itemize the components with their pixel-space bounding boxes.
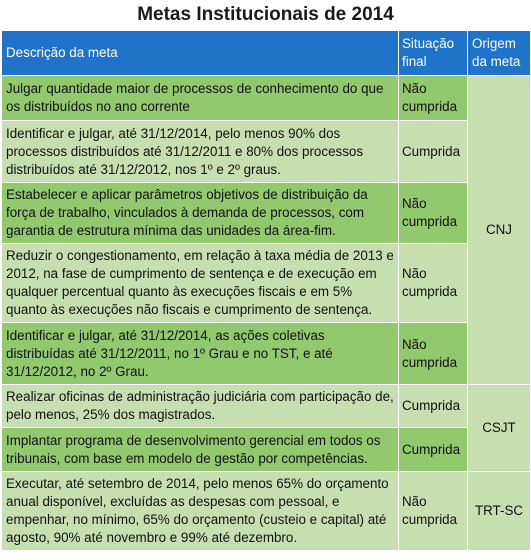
goal-status: Não cumprida <box>399 472 468 551</box>
table-row <box>2 244 531 323</box>
table-row <box>2 385 531 428</box>
goal-origin: TRT-SC <box>468 472 531 551</box>
table-row <box>2 183 531 244</box>
goal-status: Cumprida <box>399 121 468 183</box>
goal-description: Reduzir o congestionamento, em relação à taxa média de 2013 e 2012, na fase de cumprimento de sentença e de execução em qualquer percentual quanto às execuções fiscais e em 5% quanto às execuções não fiscais e cumprimento de sentença. <box>2 244 399 323</box>
goal-status: Não cumprida <box>399 76 468 121</box>
goal-status: Cumprida <box>399 385 468 428</box>
header-row <box>2 31 531 76</box>
header-origin: Origem da meta <box>468 31 531 76</box>
goal-status: Não cumprida <box>399 244 468 323</box>
goals-table <box>1 30 531 551</box>
table-row <box>2 472 531 551</box>
goal-status: Cumprida <box>399 428 468 472</box>
goal-description: Implantar programa de desenvolvimento gerencial em todos os tribunais, com base em modelo de gestão por competências. <box>2 428 399 472</box>
goal-description: Executar, até setembro de 2014, pelo menos 65% do orçamento anual disponível, excluídas as despesas com pessoal, e empenhar, no mínimo, 65% do orçamento (custeio e capital) até agosto, 90% até novembro e 99% até dezembro. <box>2 472 399 551</box>
table-row <box>2 76 531 121</box>
table-title: Metas Institucionais de 2014 <box>137 4 394 25</box>
goal-description: Estabelecer e aplicar parâmetros objetivos de distribuição da força de trabalho, vinculados à demanda de processos, com garantia de estrutura mínima das unidades da área-fim. <box>2 183 399 244</box>
goal-status: Não cumprida <box>399 323 468 385</box>
goal-description: Julgar quantidade maior de processos de conhecimento do que os distribuídos no ano corrente <box>2 76 399 121</box>
header-description: Descrição da meta <box>2 31 399 76</box>
goal-origin: CNJ <box>468 76 531 385</box>
goal-origin: CSJT <box>468 385 531 472</box>
goal-description: Identificar e julgar, até 31/12/2014, as ações coletivas distribuídas até 31/12/2011, no 1º Grau e no TST, e até 31/12/2012, no 2º Grau. <box>2 323 399 385</box>
goal-status: Não cumprida <box>399 183 468 244</box>
goal-description: Identificar e julgar, até 31/12/2014, pelo menos 90% dos processos distribuídos até 31/12/2011 e 80% dos processos distribuídos até 31/12/2012, nos 1º e 2º graus. <box>2 121 399 183</box>
table-row <box>2 428 531 472</box>
header-status: Situação final <box>399 31 468 76</box>
table-row <box>2 323 531 385</box>
goal-description: Realizar oficinas de administração judiciária com participação de, pelo menos, 25% dos magistrados. <box>2 385 399 428</box>
table-row <box>2 121 531 183</box>
